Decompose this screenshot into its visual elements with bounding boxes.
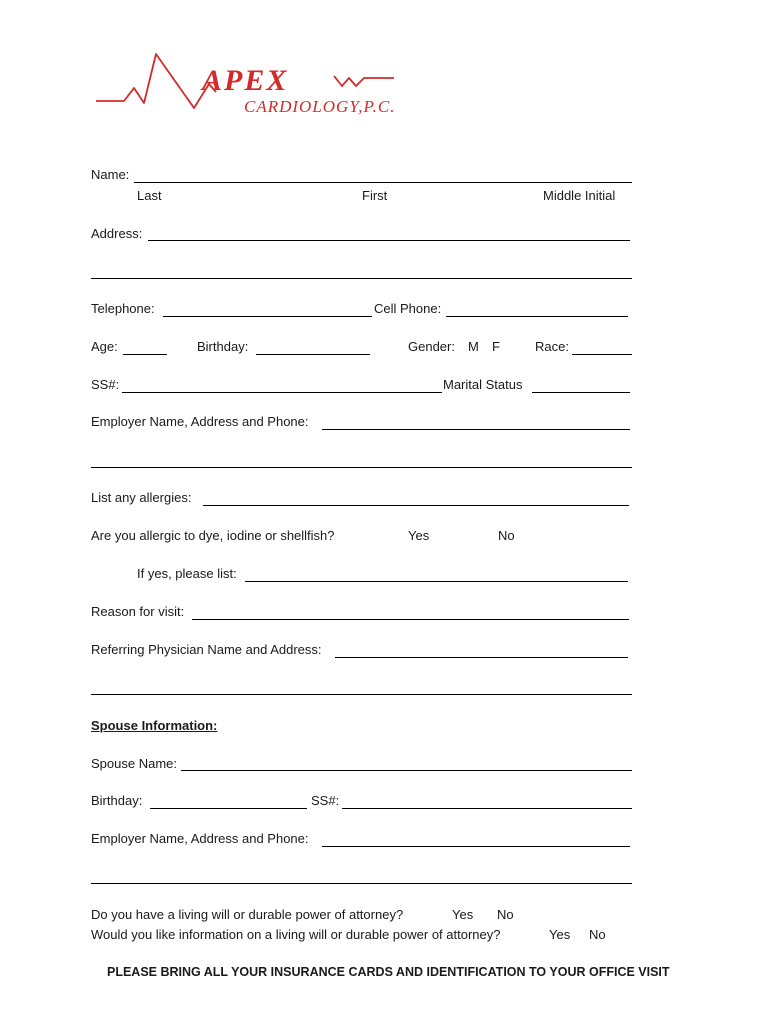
telephone-label: Telephone: bbox=[91, 301, 155, 316]
if-yes-field[interactable] bbox=[245, 581, 628, 582]
spouse-ss-field[interactable] bbox=[342, 808, 632, 809]
gender-option-f[interactable]: F bbox=[492, 339, 500, 354]
dye-allergy-no[interactable]: No bbox=[498, 528, 515, 543]
gender-option-m[interactable]: M bbox=[468, 339, 479, 354]
birthday-field[interactable] bbox=[256, 354, 370, 355]
name-field[interactable] bbox=[134, 182, 632, 183]
gender-label: Gender: bbox=[408, 339, 455, 354]
spouse-employer-label: Employer Name, Address and Phone: bbox=[91, 831, 309, 846]
employer-label: Employer Name, Address and Phone: bbox=[91, 414, 309, 429]
birthday-label: Birthday: bbox=[197, 339, 249, 354]
ss-field[interactable] bbox=[122, 392, 442, 393]
dye-allergy-yes[interactable]: Yes bbox=[408, 528, 430, 543]
age-field[interactable] bbox=[123, 354, 167, 355]
employer-field-line2[interactable] bbox=[91, 467, 632, 468]
referring-physician-field-line2[interactable] bbox=[91, 694, 632, 695]
address-label: Address: bbox=[91, 226, 143, 241]
spouse-employer-field[interactable] bbox=[322, 846, 630, 847]
spouse-ss-label: SS#: bbox=[311, 793, 340, 808]
allergies-field[interactable] bbox=[203, 505, 629, 506]
spouse-birthday-field[interactable] bbox=[150, 808, 307, 809]
svg-text:CARDIOLOGY,P.C.: CARDIOLOGY,P.C. bbox=[244, 97, 396, 116]
age-label: Age: bbox=[91, 339, 118, 354]
living-will-1-yes[interactable]: Yes bbox=[452, 907, 474, 922]
cell-phone-label: Cell Phone: bbox=[374, 301, 442, 316]
if-yes-label: If yes, please list: bbox=[137, 566, 237, 581]
spouse-heading: Spouse Information: bbox=[91, 718, 218, 733]
living-will-2-yes[interactable]: Yes bbox=[549, 927, 571, 942]
first-name-caption: First bbox=[362, 188, 388, 203]
address-field-line2[interactable] bbox=[91, 278, 632, 279]
svg-text:APEX: APEX bbox=[202, 64, 289, 97]
living-will-1-no[interactable]: No bbox=[497, 907, 514, 922]
apex-cardiology-logo bbox=[94, 46, 434, 126]
dye-allergy-question: Are you allergic to dye, iodine or shellfish? bbox=[91, 528, 335, 543]
ss-label: SS#: bbox=[91, 377, 120, 392]
address-field[interactable] bbox=[148, 240, 630, 241]
spouse-employer-field-line2[interactable] bbox=[91, 883, 632, 884]
reason-field[interactable] bbox=[192, 619, 629, 620]
footer-notice: PLEASE BRING ALL YOUR INSURANCE CARDS AND IDENTIFICATION TO YOUR OFFICE VISIT bbox=[107, 965, 670, 979]
marital-status-field[interactable] bbox=[532, 392, 630, 393]
employer-field[interactable] bbox=[322, 429, 630, 430]
marital-status-label: Marital Status bbox=[443, 377, 523, 392]
referring-physician-label: Referring Physician Name and Address: bbox=[91, 642, 322, 657]
living-will-question-2: Would you like information on a living will or durable power of attorney? bbox=[91, 927, 501, 942]
middle-initial-caption: Middle Initial bbox=[543, 188, 616, 203]
allergies-label: List any allergies: bbox=[91, 490, 192, 505]
referring-physician-field[interactable] bbox=[335, 657, 628, 658]
living-will-question-1: Do you have a living will or durable power of attorney? bbox=[91, 907, 404, 922]
race-label: Race: bbox=[535, 339, 569, 354]
spouse-name-field[interactable] bbox=[181, 770, 632, 771]
cell-phone-field[interactable] bbox=[446, 316, 628, 317]
reason-label: Reason for visit: bbox=[91, 604, 185, 619]
living-will-2-no[interactable]: No bbox=[589, 927, 606, 942]
name-label: Name: bbox=[91, 167, 130, 182]
spouse-birthday-label: Birthday: bbox=[91, 793, 143, 808]
last-name-caption: Last bbox=[137, 188, 162, 203]
telephone-field[interactable] bbox=[163, 316, 372, 317]
spouse-name-label: Spouse Name: bbox=[91, 756, 177, 771]
race-field[interactable] bbox=[572, 354, 632, 355]
